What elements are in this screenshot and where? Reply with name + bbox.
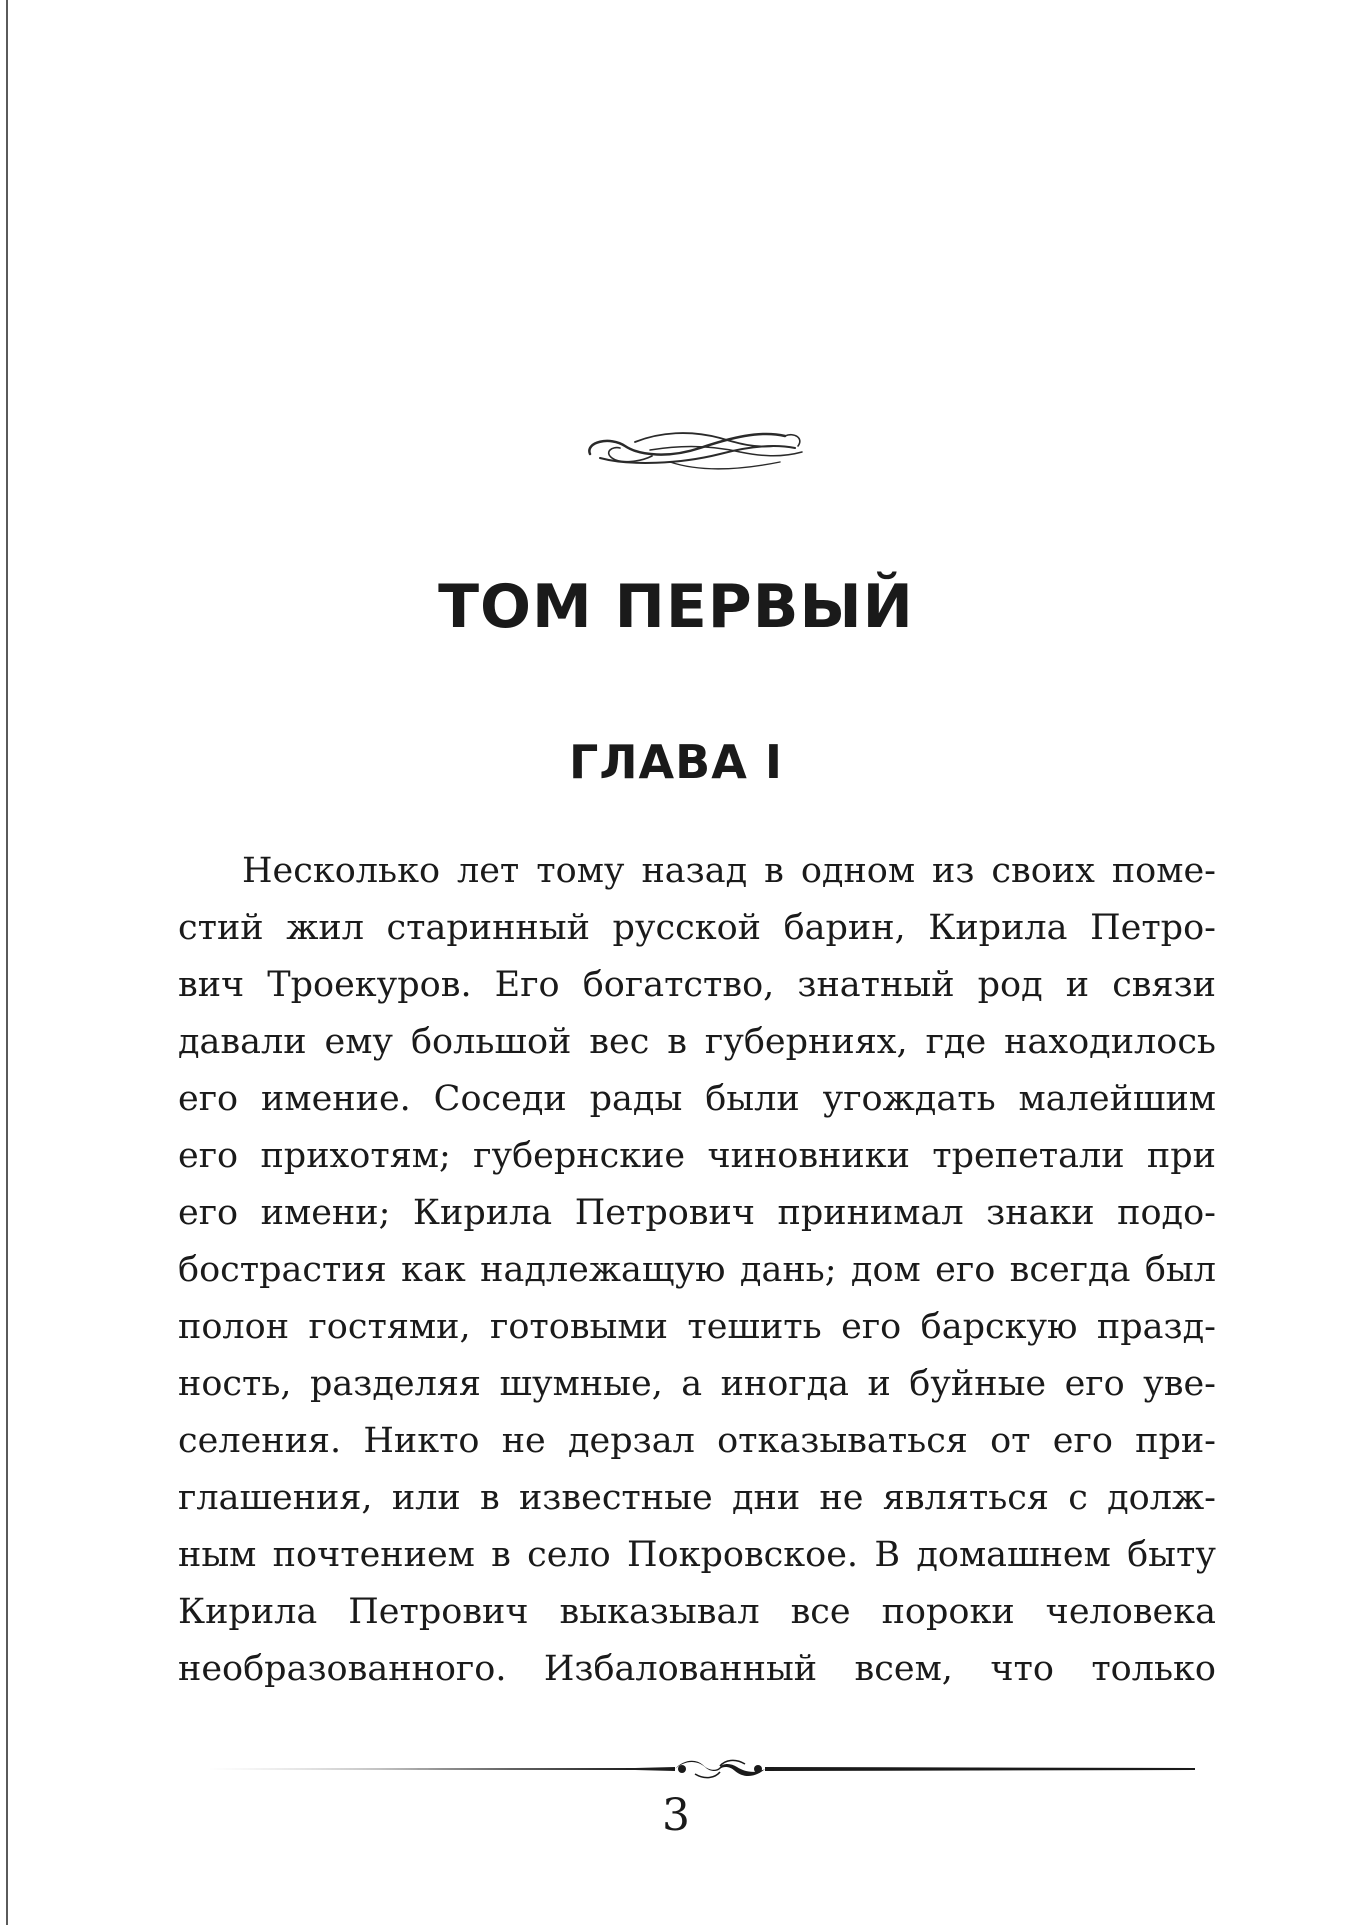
- paragraph-line: глашения, или в известные дни не являться с долж-: [178, 1478, 1216, 1518]
- paragraph-line: необразованного. Избалованный всем, что только: [178, 1649, 1216, 1689]
- page-number: 3: [662, 1790, 690, 1841]
- page-edge: [6, 0, 8, 1925]
- paragraph-line: стий жил старинный русской барин, Кирила Петро-: [178, 908, 1216, 948]
- paragraph-line: его прихотям; губернские чиновники трепетали при: [178, 1136, 1216, 1176]
- paragraph-line: давали ему большой вес в губерниях, где находилось: [178, 1022, 1216, 1062]
- paragraph-line: ным почтением в село Покровское. В домашнем быту: [178, 1535, 1216, 1575]
- paragraph-line: Несколько лет тому назад в одном из своих поме-: [242, 851, 1216, 891]
- volume-title: ТОМ ПЕРВЫЙ: [438, 572, 914, 642]
- paragraph-line: бострастия как надлежащую дань; дом его всегда был: [178, 1250, 1216, 1290]
- chapter-paragraph: [178, 843, 1216, 1698]
- paragraph-line: Кирила Петрович выказывал все пороки человека: [178, 1592, 1216, 1632]
- flourish-ornament-icon: [580, 418, 810, 478]
- paragraph-line: полон гостями, готовыми тешить его барскую празд-: [178, 1307, 1216, 1347]
- paragraph-line: его имени; Кирила Петрович принимал знаки подо-: [178, 1193, 1216, 1233]
- paragraph-line: его имение. Соседи рады были угождать малейшим: [178, 1079, 1216, 1119]
- chapter-title: ГЛАВА I: [569, 735, 783, 789]
- paragraph-line: вич Троекуров. Его богатство, знатный род и связи: [178, 965, 1216, 1005]
- paragraph-line: селения. Никто не дерзал отказываться от его при-: [178, 1421, 1216, 1461]
- rule-ornament-icon: [205, 1748, 1195, 1788]
- paragraph-line: ность, разделяя шумные, а иногда и буйные его уве-: [178, 1364, 1216, 1404]
